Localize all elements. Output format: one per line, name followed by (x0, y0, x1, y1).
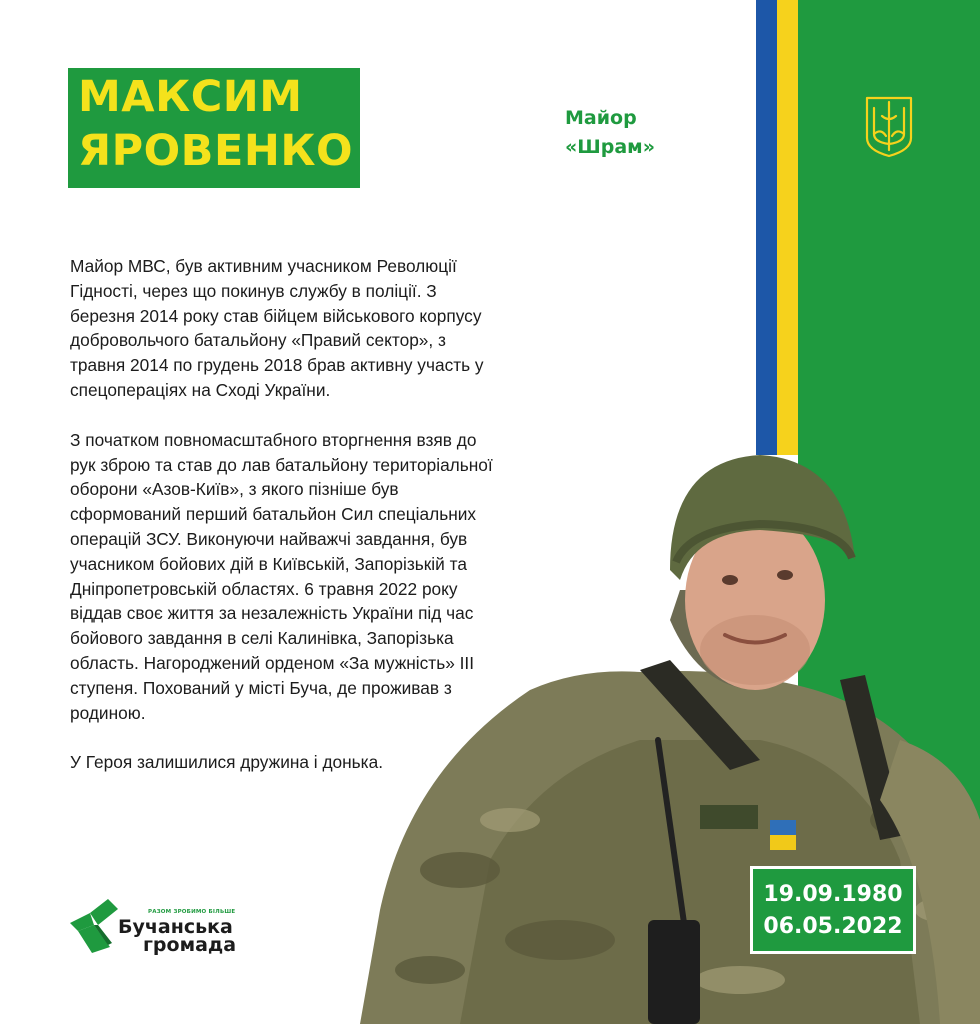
logo-tagline: РАЗОМ ЗРОБИМО БІЛЬШЕ (148, 909, 236, 915)
death-date: 06.05.2022 (763, 914, 903, 939)
flag-stripe-blue (756, 0, 777, 455)
birth-date: 19.09.1980 (763, 882, 903, 907)
hero-name (78, 70, 353, 178)
logo-text-line1: Бучанська (118, 916, 233, 938)
callsign-label: «Шрам» (565, 136, 655, 158)
bio-paragraph: З початком повномасштабного вторгнення взяв до рук зброю та став до лав батальйону територіальної оборони «Азов-Київ», з якого пізніше був сформований перший батальйон Сил спеціальних операцій ЗСУ. Виконуючи найважчі завдання, був учасником бойових дій в Київській, Запорізькій та Дніпропетровській областях. 6 травня 2022 року віддав своє життя за незалежність України під час бойового завдання в селі Калинівка, Запорізька область. Нагороджений орденом «За мужність» ІІІ ступеня. Похований у місті Буча, де проживав з родиною. (70, 429, 493, 723)
hero-first-name: МАКСИМ (78, 72, 303, 122)
bucha-community-logo (68, 893, 238, 963)
bucha-community-logo-icon (68, 895, 120, 955)
life-dates (750, 866, 916, 954)
trident-icon (864, 94, 914, 158)
rank-label: Майор (565, 107, 637, 129)
rank-callsign (565, 104, 655, 162)
logo-text-line2: громада (143, 934, 237, 956)
bio-paragraph: У Героя залишилися дружина і донька. (70, 752, 384, 773)
hero-last-name: ЯРОВЕНКО (78, 126, 354, 176)
bio-paragraph: Майор МВС, був активним учасником Революції Гідності, через що покинув службу в поліції. З березня 2014 року став бійцем військового корпусу добровольчого батальйону «Правий сектор», з травня 2014 по грудень 2018 брав активну участь у спецопераціях на Сході України. (70, 256, 484, 400)
flag-stripe-yellow (777, 0, 798, 455)
